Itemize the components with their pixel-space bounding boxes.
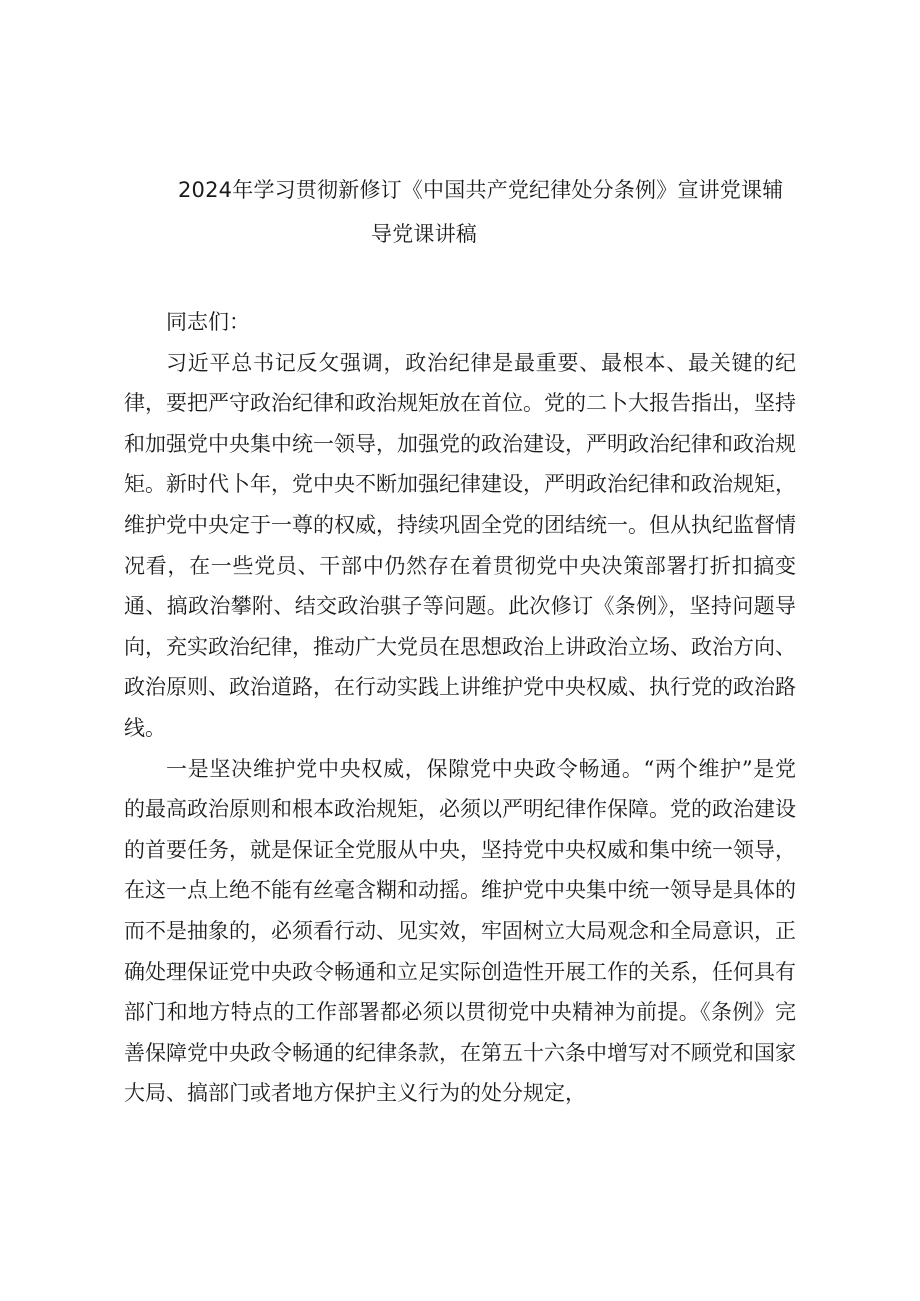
title-line-1: 2024年学习贯彻新修订《中国共产党纪律处分条例》宣讲党课辅 [178, 178, 784, 202]
document-body [124, 302, 796, 1114]
paragraph-1: 习近平总书记反攵强调，政治纪律是最重要、最根本、最关键的纪律，要把严守政治纪律和政治规矩放在首位。党的二卜大报告指出，坚持和加强党中央集中统一领导，加强党的政治建设，严明政治纪律和政治规矩。新时代卜年，党中央不断加强纪律建设，严明政治纪律和政治规矩，维护党中央定于一尊的权威，持续巩固全党的团结统一。但从执纪监督情况看，在一些党员、干部中仍然存在着贯彻党中央决策部署打折扣搞变通、搞政治攀附、结交政治骐子等问题。此次修订《条例》，坚持问题导向，充实政治纪律，推动广大党员在思想政治上讲政治立场、政治方向、政治原则、政治道路，在行动实践上讲维护党中央权威、执行党的政治路线。 [124, 350, 796, 740]
title-line-2: 导党课讲稿 [371, 222, 477, 246]
greeting: 同志们： [166, 310, 250, 334]
document-title [178, 168, 838, 256]
paragraph-2: 一是坚决维护党中央权威，保隙党中央政令畅通。“两个维护”是党的最高政治原则和根本政治规矩，必须以严明纪律作保障。党的政治建设的首要任务，就是保证全党服从中央，坚持党中央权威和集中统一领导，在这一点上绝不能有丝毫含糊和动摇。维护党中央集中统一领导是具体的而不是抽象的，必须看行动、见实效，牢固树立大局观念和全局意识，正确处理保证党中央政令畅通和立足实际创造性开展工作的关系，任何具有部门和地方特点的工作部署都必须以贯彻党中央精神为前提。《条例》完善保障党中央政令畅通的纪律条款，在第五十六条中增写对不顾党和国家大局、搞部门或者地方保护主义行为的处分规定， [124, 756, 796, 1106]
